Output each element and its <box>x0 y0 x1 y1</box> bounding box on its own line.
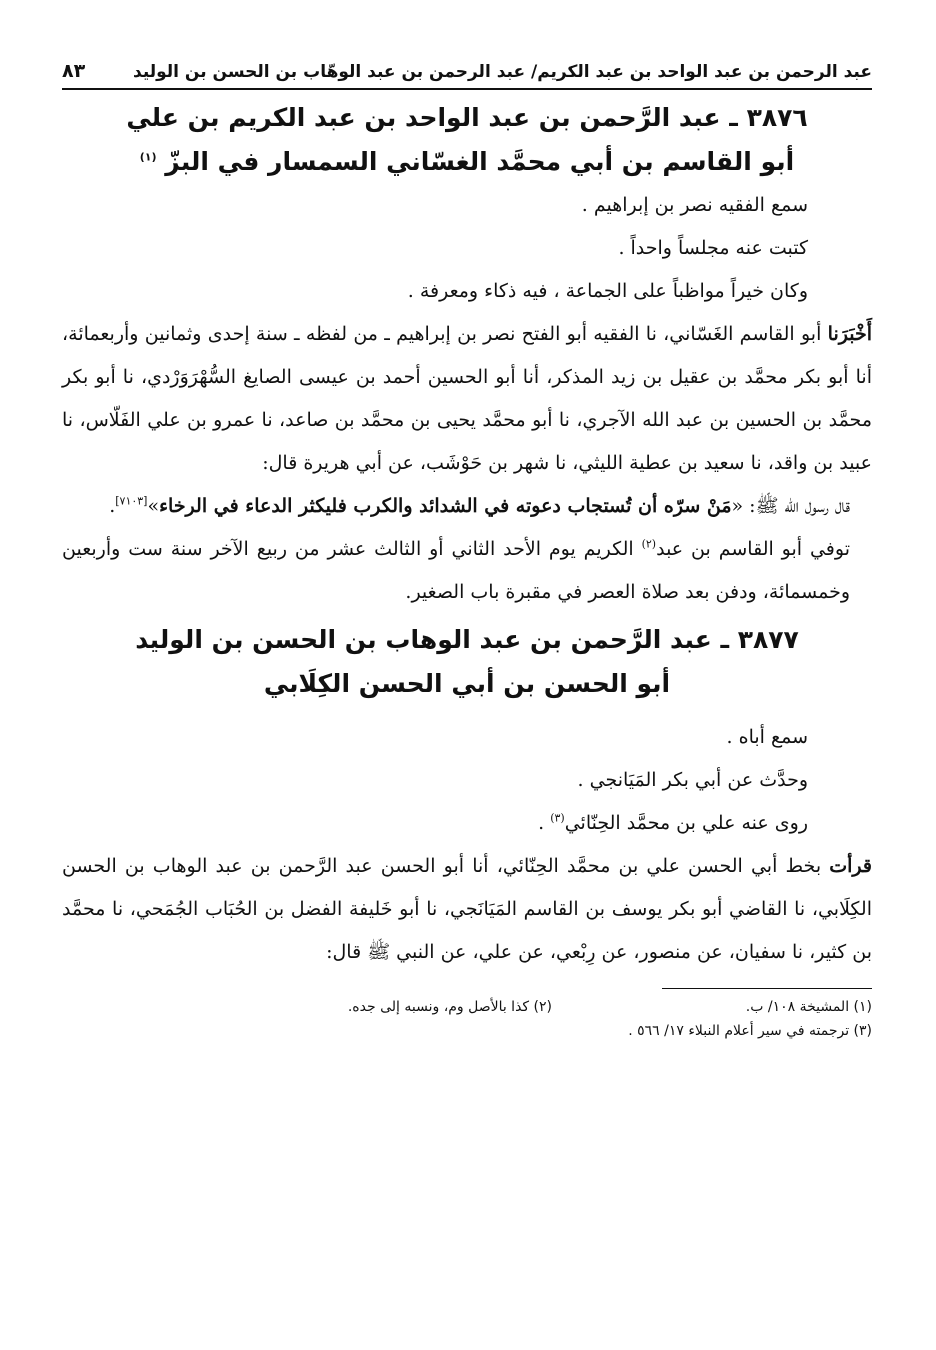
footnote-ref: (٢) <box>641 537 657 551</box>
death-paragraph: توفي أبو القاسم بن عبد$^{(٢)}$ الكريم يوم الأحد الثاني أو الثالث عشر من ربيع الآخر سنة ست وأربعين وخمسمائة، ودفن بعد صلاة العصر في مقبرة باب الصغير. <box>62 537 850 603</box>
lead-word: أَخْبَرَنا <box>827 323 872 345</box>
footnote-1: (١) المشيخة ١٠٨/ ب. <box>745 999 872 1015</box>
lead-word: قرأت <box>829 855 872 877</box>
footnote-row <box>62 995 872 1019</box>
footnote-ref: (٣) <box>550 811 565 825</box>
footnote-ref: (١) <box>139 150 157 164</box>
footnote-divider <box>662 988 872 989</box>
book-page <box>62 58 872 1043</box>
footnote-3: (٣) ترجمته في سير أعلام النبلاء ١٧/ ٥٦٦ . <box>628 1023 872 1039</box>
footnote-2: (٢) كذا بالأصل وم، ونسبه إلى جده. <box>347 999 552 1015</box>
hadith-reference: [٧١٠٣] <box>115 494 148 508</box>
paragraph: سمع أباه . <box>726 726 808 748</box>
paragraph: روى عنه علي بن محمَّد الحِنّائي$^{(٣)}$ . <box>538 811 808 834</box>
entry-title-line: ٣٨٧٧ ـ عبد الرَّحمن بن عبد الوهاب بن الحسن بن الوليد <box>135 625 799 654</box>
running-head <box>62 58 872 90</box>
running-title: عبد الرحمن بن عبد الواحد بن عبد الكريم/ عبد الرحمن بن عبد الوهّاب بن الحسن بن الوليد <box>133 62 872 82</box>
isnad-paragraph: قرأت بخط أبي الحسن علي بن محمَّد الحِنّائي، أنا أبو الحسن عبد الرَّحمن بن عبد الوهاب بن الحسن الكِلَابي، نا القاضي أبو بكر يوسف بن القاسم المَيَانَجي، نا أبو خَليفة الفضل بن الحُبَاب الجُمَحي، نا محمَّد بن كثير، نا سفيان، عن منصور، عن رِبْعي، عن علي، عن النبي ﷺ قال: <box>62 855 872 963</box>
paragraph: سمع الفقيه نصر بن إبراهيم . <box>581 194 808 216</box>
page-number: ٨٣ <box>62 60 86 82</box>
paragraph: وكان خيراً مواظباً على الجماعة ، فيه ذكاء ومعرفة . <box>407 280 808 302</box>
entry-title-line: أبو الحسن بن أبي الحسن الكِلَابي <box>263 669 671 698</box>
entry-title-line: ٣٨٧٦ ـ عبد الرَّحمن بن عبد الواحد بن عبد الكريم بن علي <box>126 103 808 132</box>
hadith-text: مَنْ سرّه أن تُستجاب دعوته في الشدائد والكرب فليكثر الدعاء في الرخاء <box>159 495 732 517</box>
entry-title-line: أبو القاسم بن أبي محمَّد الغسّاني السمسار في البزّ $^{(١)}$ <box>139 147 795 176</box>
isnad-paragraph: أَخْبَرَنا أبو القاسم الغَسّاني، نا الفقيه أبو الفتح نصر بن إبراهيم ـ من لفظه ـ سنة إحدى وثمانين وأربعمائة، أنا أبو بكر محمَّد بن عقيل بن زيد المذكر، أنا أبو الحسين أحمد بن عيسى الصايغ السُّهْرَوَرْدي، نا أبو بكر محمَّد بن الحسين بن عبد الله الآجري، نا أبو محمَّد يحيى بن محمَّد بن صاعد، نا عمرو بن علي الفَلّاس، نا عبيد بن واقد، نا سعيد بن عطية الليثي، نا شهر بن حَوْشَب، عن أبي هريرة قال: <box>62 323 872 474</box>
paragraph: كتبت عنه مجلساً واحداً . <box>618 237 808 259</box>
paragraph: وحدَّث عن أبي بكر المَيَانجي . <box>577 769 808 791</box>
hadith-paragraph: قال رسول الله ﷺ: «مَنْ سرّه أن تُستجاب دعوته في الشدائد والكرب فليكثر الدعاء في الرخاء»[٧١٠٣]. <box>109 494 850 517</box>
